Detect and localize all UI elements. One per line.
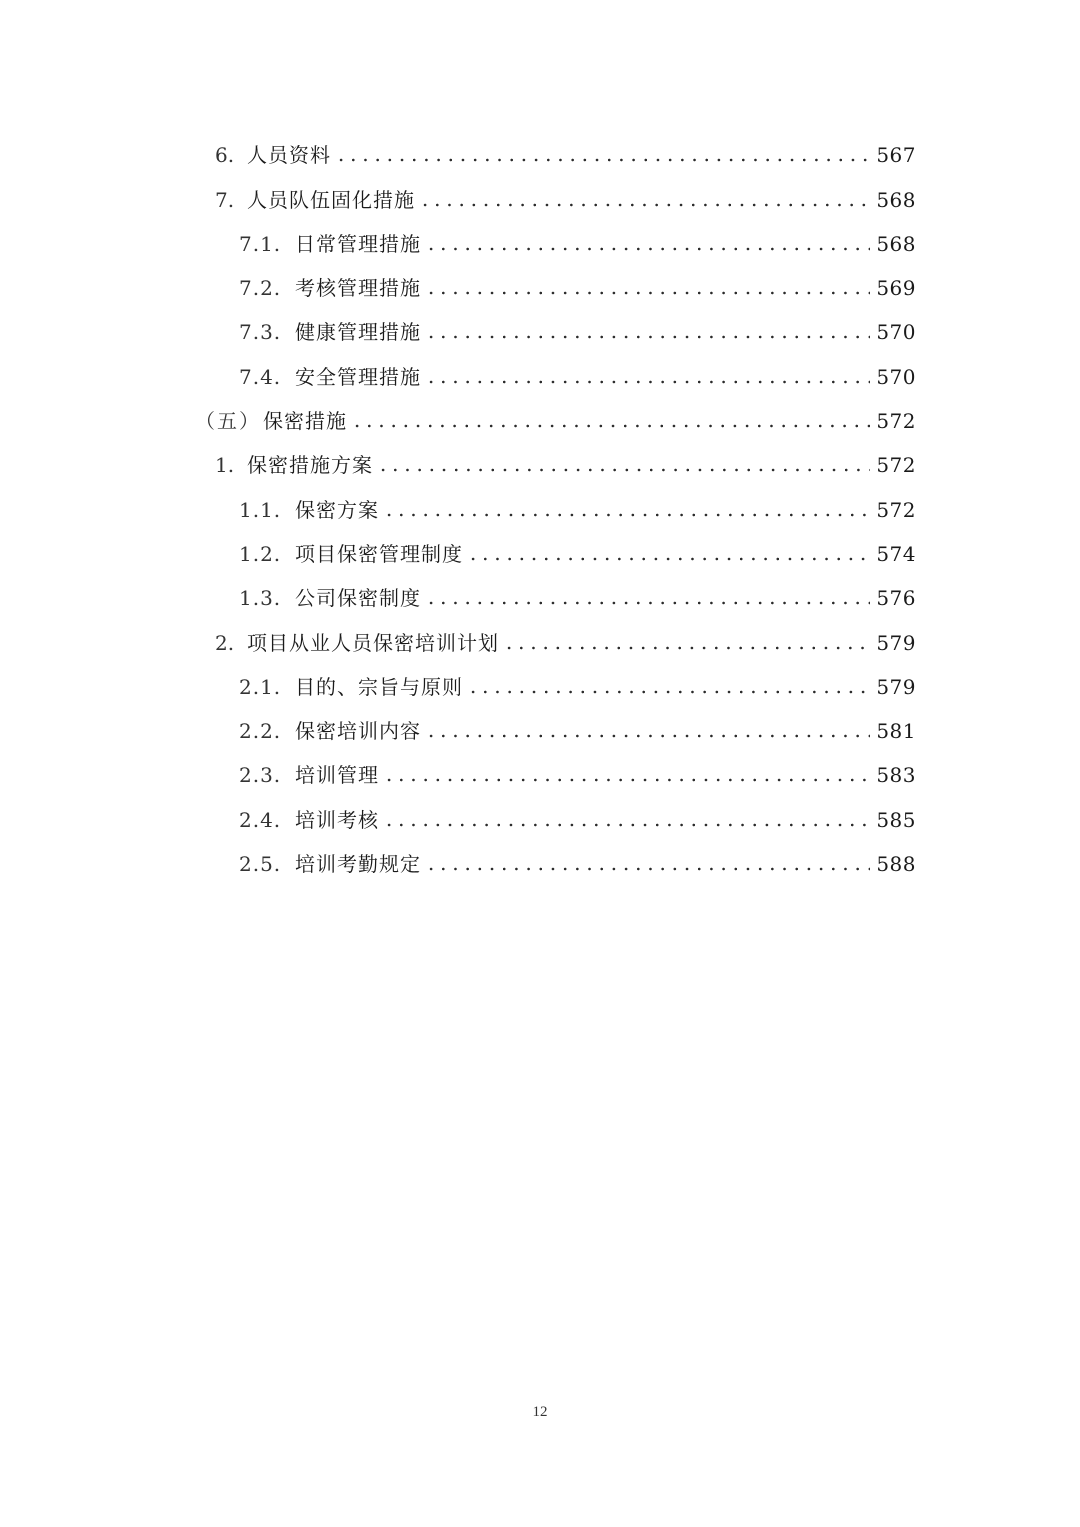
toc-entry[interactable] <box>0 131 916 175</box>
dot-leader <box>425 867 870 871</box>
toc-entry-page: 588 <box>876 852 916 877</box>
dot-leader <box>467 690 870 694</box>
toc-entry-page: 579 <box>876 674 916 699</box>
toc-entry-title: 公司保密制度 <box>295 586 421 611</box>
toc-entry-number: （五） <box>195 409 261 434</box>
toc-entry-title: 人员队伍固化措施 <box>247 187 415 212</box>
toc-entry-title: 考核管理措施 <box>295 276 421 301</box>
toc-entry-page: 572 <box>876 453 916 478</box>
toc-entry[interactable] <box>0 530 916 574</box>
toc-entry-number: 2.4. <box>239 807 282 832</box>
dot-leader <box>335 158 870 162</box>
toc-entry[interactable] <box>0 220 916 264</box>
toc-entry-page: 570 <box>876 364 916 389</box>
toc-entry-title: 培训考勤规定 <box>295 852 421 877</box>
dot-leader <box>383 778 870 782</box>
toc-entry-page: 569 <box>876 276 916 301</box>
toc-entry[interactable] <box>0 352 916 396</box>
dot-leader <box>425 734 870 738</box>
toc-entry[interactable] <box>0 840 916 884</box>
toc-entry-number: 2.1. <box>239 674 282 699</box>
dot-leader <box>425 380 870 384</box>
table-of-contents <box>0 131 1080 884</box>
dot-leader <box>377 468 870 472</box>
toc-entry-number: 7.3. <box>239 320 282 345</box>
toc-entry[interactable] <box>0 751 916 795</box>
toc-entry-page: 585 <box>876 807 916 832</box>
toc-entry[interactable] <box>0 574 916 618</box>
toc-entry[interactable] <box>0 175 916 219</box>
dot-leader <box>383 513 870 517</box>
toc-entry-number: 7.1. <box>239 231 282 256</box>
dot-leader <box>383 823 870 827</box>
toc-entry[interactable] <box>0 707 916 751</box>
toc-entry-page: 583 <box>876 763 916 788</box>
toc-entry-title: 保密措施方案 <box>247 453 373 478</box>
page-number: 12 <box>532 1404 548 1420</box>
toc-entry-number: 1.1. <box>239 497 282 522</box>
dot-leader <box>351 424 870 428</box>
toc-entry-page: 574 <box>876 541 916 566</box>
toc-entry-number: 2.2. <box>239 719 282 744</box>
dot-leader <box>503 646 870 650</box>
toc-entry-number: 2. <box>215 630 235 655</box>
toc-entry[interactable] <box>0 441 916 485</box>
toc-entry[interactable] <box>0 308 916 352</box>
toc-entry-title: 培训考核 <box>295 807 379 832</box>
toc-entry-title: 日常管理措施 <box>295 231 421 256</box>
toc-entry[interactable] <box>0 663 916 707</box>
toc-entry-number: 1.3. <box>239 586 282 611</box>
toc-entry-title: 保密培训内容 <box>295 719 421 744</box>
toc-entry[interactable] <box>0 485 916 529</box>
toc-entry[interactable] <box>0 264 916 308</box>
dot-leader <box>425 247 870 251</box>
toc-entry-page: 581 <box>876 719 916 744</box>
toc-entry-number: 1.2. <box>239 541 282 566</box>
toc-entry[interactable] <box>0 618 916 662</box>
toc-entry-number: 1. <box>215 453 235 478</box>
toc-entry-title: 目的、宗旨与原则 <box>295 674 463 699</box>
toc-entry-title: 人员资料 <box>247 143 331 168</box>
toc-entry-title: 培训管理 <box>295 763 379 788</box>
dot-leader <box>425 291 870 295</box>
toc-entry-title: 保密方案 <box>295 497 379 522</box>
toc-entry-page: 572 <box>876 497 916 522</box>
toc-entry-page: 576 <box>876 586 916 611</box>
toc-entry-page: 579 <box>876 630 916 655</box>
toc-entry-number: 7.4. <box>239 364 282 389</box>
toc-entry-page: 567 <box>876 143 916 168</box>
toc-entry-title: 健康管理措施 <box>295 320 421 345</box>
toc-entry-title: 项目从业人员保密培训计划 <box>247 630 499 655</box>
toc-entry[interactable] <box>0 397 916 441</box>
toc-entry-page: 568 <box>876 187 916 212</box>
toc-entry-title: 保密措施 <box>263 409 347 434</box>
dot-leader <box>425 335 870 339</box>
dot-leader <box>419 203 870 207</box>
toc-entry[interactable] <box>0 795 916 839</box>
dot-leader <box>425 601 870 605</box>
toc-entry-title: 项目保密管理制度 <box>295 541 463 566</box>
toc-entry-number: 2.5. <box>239 852 282 877</box>
toc-entry-page: 570 <box>876 320 916 345</box>
toc-entry-number: 6. <box>215 143 235 168</box>
toc-entry-number: 2.3. <box>239 763 282 788</box>
dot-leader <box>467 557 870 561</box>
toc-entry-page: 568 <box>876 231 916 256</box>
toc-entry-number: 7. <box>215 187 235 212</box>
toc-entry-title: 安全管理措施 <box>295 364 421 389</box>
toc-entry-number: 7.2. <box>239 276 282 301</box>
toc-entry-page: 572 <box>876 409 916 434</box>
